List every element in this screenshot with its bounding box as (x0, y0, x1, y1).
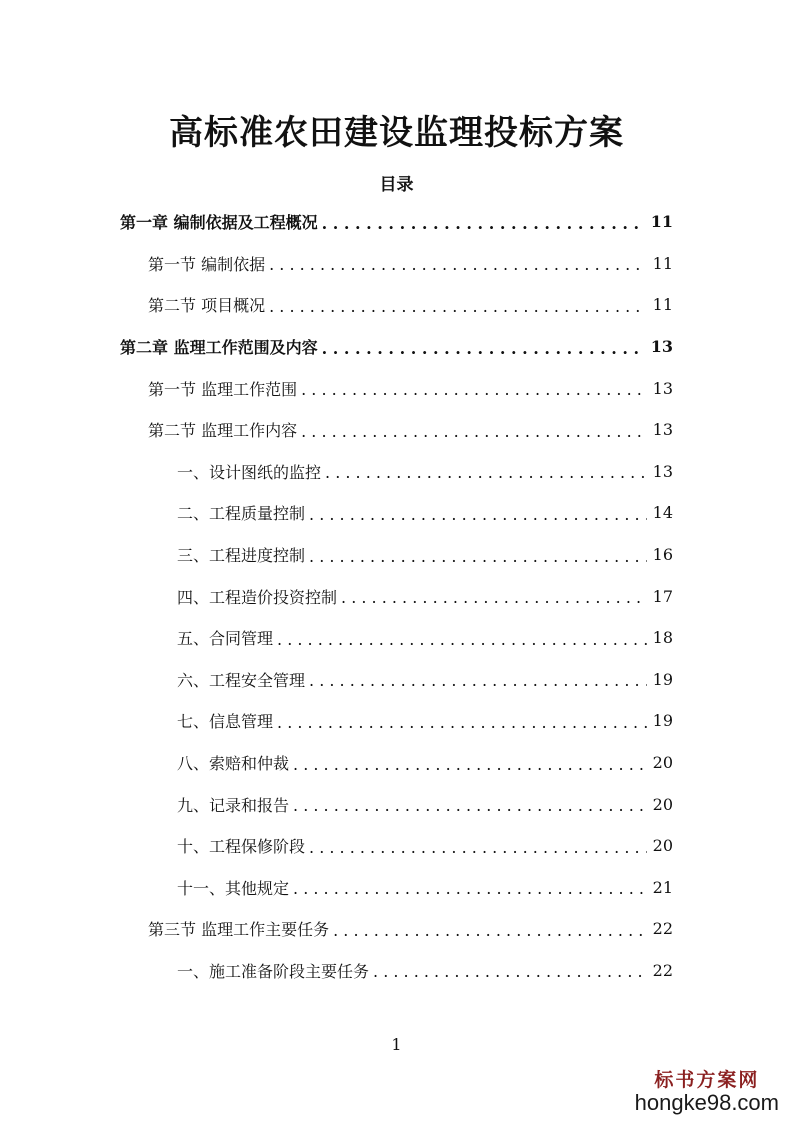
toc-entry-label: 六、工程安全管理 (177, 670, 306, 690)
document-title: 高标准农田建设监理投标方案 (169, 113, 624, 153)
toc-dot-leader (293, 881, 647, 897)
toc-entry-label: 五、合同管理 (177, 629, 274, 649)
toc-entry[interactable] (0, 284, 793, 326)
toc-dot-leader (293, 798, 647, 814)
toc-entry-page: 21 (652, 877, 673, 897)
toc-entry[interactable] (0, 451, 793, 493)
watermark-site: hongke98.com (634, 1090, 779, 1115)
toc-entry[interactable] (0, 659, 793, 701)
toc-entry-label: 九、记录和报告 (177, 795, 290, 815)
toc-entry-page: 20 (652, 794, 673, 814)
toc-entry[interactable] (0, 409, 793, 451)
toc-entry[interactable] (0, 617, 793, 659)
toc-entry-page: 13 (652, 461, 673, 481)
page-number: 1 (391, 1035, 402, 1054)
toc-entry[interactable] (0, 492, 793, 534)
toc-entry-label: 第一节 编制依据 (148, 254, 266, 274)
toc-entry[interactable] (0, 742, 793, 784)
toc-dot-leader (309, 549, 647, 565)
toc-dot-leader (325, 465, 647, 481)
toc-entry-page: 11 (652, 253, 673, 273)
toc-entry[interactable] (0, 243, 793, 285)
toc-dot-leader (309, 673, 647, 689)
toc-dot-leader (269, 299, 647, 315)
toc-entry[interactable] (0, 326, 793, 368)
table-of-contents (0, 201, 793, 991)
toc-entry-page: 20 (652, 753, 673, 773)
toc-dot-leader (293, 757, 647, 773)
toc-dot-leader (341, 590, 647, 606)
toc-entry-label: 四、工程造价投资控制 (177, 587, 338, 607)
toc-entry-label: 一、施工准备阶段主要任务 (177, 961, 370, 981)
toc-entry-label: 第二节 项目概况 (148, 296, 266, 316)
toc-entry-label: 二、工程质量控制 (177, 504, 306, 524)
toc-entry-page: 19 (652, 711, 673, 731)
toc-entry[interactable] (0, 908, 793, 950)
toc-entry-page: 22 (652, 960, 673, 980)
toc-entry-label: 一、设计图纸的监控 (177, 462, 322, 482)
toc-dot-leader (309, 507, 647, 523)
toc-entry-page: 11 (650, 212, 673, 232)
toc-dot-leader (322, 216, 645, 232)
toc-entry[interactable] (0, 867, 793, 909)
toc-entry-page: 11 (652, 295, 673, 315)
toc-entry-label: 第二章 监理工作范围及内容 (120, 338, 318, 358)
toc-entry-label: 三、工程进度控制 (177, 546, 306, 566)
toc-entry-label: 七、信息管理 (177, 712, 274, 732)
toc-heading: 目录 (379, 175, 414, 195)
toc-entry-page: 13 (650, 337, 673, 357)
toc-entry[interactable] (0, 700, 793, 742)
toc-entry-page: 22 (652, 919, 673, 939)
toc-entry-page: 18 (652, 628, 673, 648)
toc-entry-label: 十一、其他规定 (177, 878, 290, 898)
toc-entry[interactable] (0, 367, 793, 409)
toc-entry-page: 20 (652, 836, 673, 856)
toc-entry-page: 14 (652, 503, 673, 523)
watermark-brand: 标书方案网 (654, 1069, 760, 1091)
toc-entry-label: 第二节 监理工作内容 (148, 421, 298, 441)
toc-entry-label: 十、工程保修阶段 (177, 837, 306, 857)
toc-entry-label: 第三节 监理工作主要任务 (148, 920, 330, 940)
toc-entry[interactable] (0, 201, 793, 243)
toc-entry-page: 19 (652, 669, 673, 689)
toc-dot-leader (301, 424, 647, 440)
toc-entry-label: 八、索赔和仲裁 (177, 754, 290, 774)
toc-entry-page: 13 (652, 378, 673, 398)
toc-dot-leader (301, 382, 647, 398)
toc-entry-page: 13 (652, 420, 673, 440)
toc-entry[interactable] (0, 575, 793, 617)
toc-entry[interactable] (0, 783, 793, 825)
toc-entry-page: 17 (652, 586, 673, 606)
toc-dot-leader (309, 840, 647, 856)
toc-entry-page: 16 (652, 545, 673, 565)
toc-dot-leader (277, 632, 647, 648)
toc-dot-leader (269, 257, 647, 273)
toc-entry[interactable] (0, 950, 793, 992)
toc-entry-label: 第一章 编制依据及工程概况 (120, 213, 318, 233)
toc-entry[interactable] (0, 534, 793, 576)
toc-dot-leader (333, 923, 647, 939)
site-watermark (635, 1065, 779, 1114)
toc-dot-leader (322, 341, 645, 357)
toc-entry[interactable] (0, 825, 793, 867)
toc-dot-leader (277, 715, 647, 731)
toc-dot-leader (373, 964, 647, 980)
toc-entry-label: 第一节 监理工作范围 (148, 379, 298, 399)
